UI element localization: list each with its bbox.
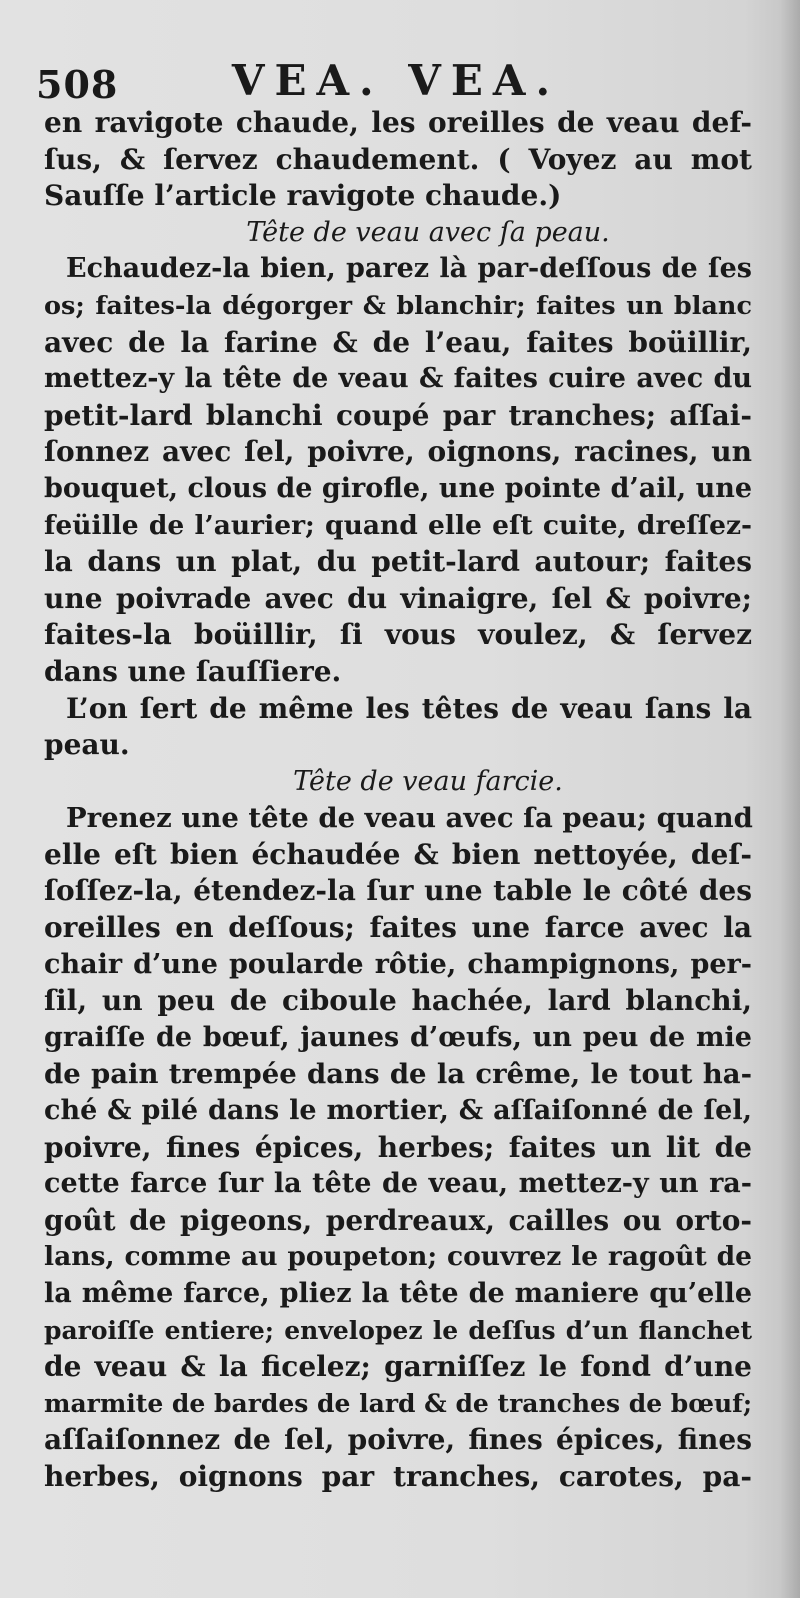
text-line: en ravigote chaude, les oreilles de veau def- [44, 106, 752, 139]
text-line: os; faites-la dégorger & blanchir; faites un blanc [44, 290, 752, 321]
running-head: VEA. VEA. [231, 56, 561, 105]
text-line: la même farce, pliez la tête de maniere qu’elle [44, 1278, 752, 1309]
text-line: avec de la farine & de l’eau, faites boüillir, [44, 325, 752, 359]
text-line: de veau & la ficelez; garniſſez le fond d’une [44, 1350, 752, 1384]
text-line: Sauſſe l’article ravigote chaude.) [44, 179, 562, 213]
page-header [36, 56, 756, 112]
text-line: cette farce ſur la tête de veau, mettez-y un ra- [44, 1168, 752, 1200]
text-line: herbes, oignons par tranches, carotes, pa- [44, 1459, 752, 1493]
text-line: L’on ſert de même les têtes de veau ſans la [66, 691, 752, 725]
text-line: ſil, un peu de ciboule hachée, lard blanchi, [44, 984, 752, 1018]
text-line: ſonnez avec ſel, poivre, oignons, racines, un [44, 435, 752, 469]
text-line: petit-lard blanchi coupé par tranches; aſſai- [44, 398, 752, 432]
text-line: marmite de bardes de lard & de tranches de bœuf; [44, 1388, 753, 1418]
text-line: la dans un plat, du petit-lard autour; faites [44, 545, 752, 579]
text-line: feüille de l’aurier; quand elle eſt cuite, dreſſez- [44, 509, 752, 541]
page-number: 508 [36, 62, 119, 107]
recipe-heading: Tête de veau farcie. [293, 765, 563, 797]
text-line: peau. [44, 728, 130, 762]
text-line: goût de pigeons, perdreaux, cailles ou orto- [44, 1203, 752, 1237]
recipe-heading: Tête de veau avec ſa peau. [246, 216, 610, 248]
text-line: chair d’une poularde rôtie, champignons, per- [44, 948, 752, 980]
text-line: une poivrade avec du vinaigre, ſel & poivre; [44, 581, 752, 615]
text-line: aſſaiſonnez de ſel, poivre, fines épices, fines [44, 1423, 752, 1457]
text-line: faites-la boüillir, ſi vous voulez, & ſervez [44, 618, 752, 652]
text-line: graiſſe de bœuf, jaunes d’œufs, un peu de mie [44, 1021, 752, 1053]
text-line: oreilles en deſſous; faites une farce avec la [44, 911, 752, 945]
text-line: lans, comme au poupeton; couvrez le ragoût de [44, 1241, 752, 1273]
text-line: poivre, fines épices, herbes; faites un lit de [44, 1130, 752, 1164]
text-line: ſus, & ſervez chaudement. ( Voyez au mot [44, 142, 752, 176]
page-edge-shadow [780, 0, 800, 1598]
text-line: mettez-y la tête de veau & faites cuire avec du [44, 363, 752, 395]
text-line: Echaudez-la bien, parez là par-deſſous de ſes [66, 253, 752, 285]
text-line: bouquet, clous de girofle, une pointe d’ail, une [44, 472, 753, 504]
text-line: ſoſſez-la, étendez-la ſur une table le côté des [44, 874, 752, 908]
text-line: ché & pilé dans le mortier, & aſſaiſonné de ſel, [44, 1095, 752, 1127]
text-line: de pain trempée dans de la crême, le tout ha- [44, 1058, 752, 1091]
page-body [44, 105, 752, 1496]
text-line: dans une ſauſſiere. [44, 654, 342, 688]
text-line: Prenez une tête de veau avec ſa peau; quand [66, 802, 753, 835]
text-line: elle eſt bien échaudée & bien nettoyée, deſ- [44, 837, 752, 871]
text-line: paroiſſe entiere; envelopez le deſſus d’un flanchet [44, 1315, 752, 1345]
